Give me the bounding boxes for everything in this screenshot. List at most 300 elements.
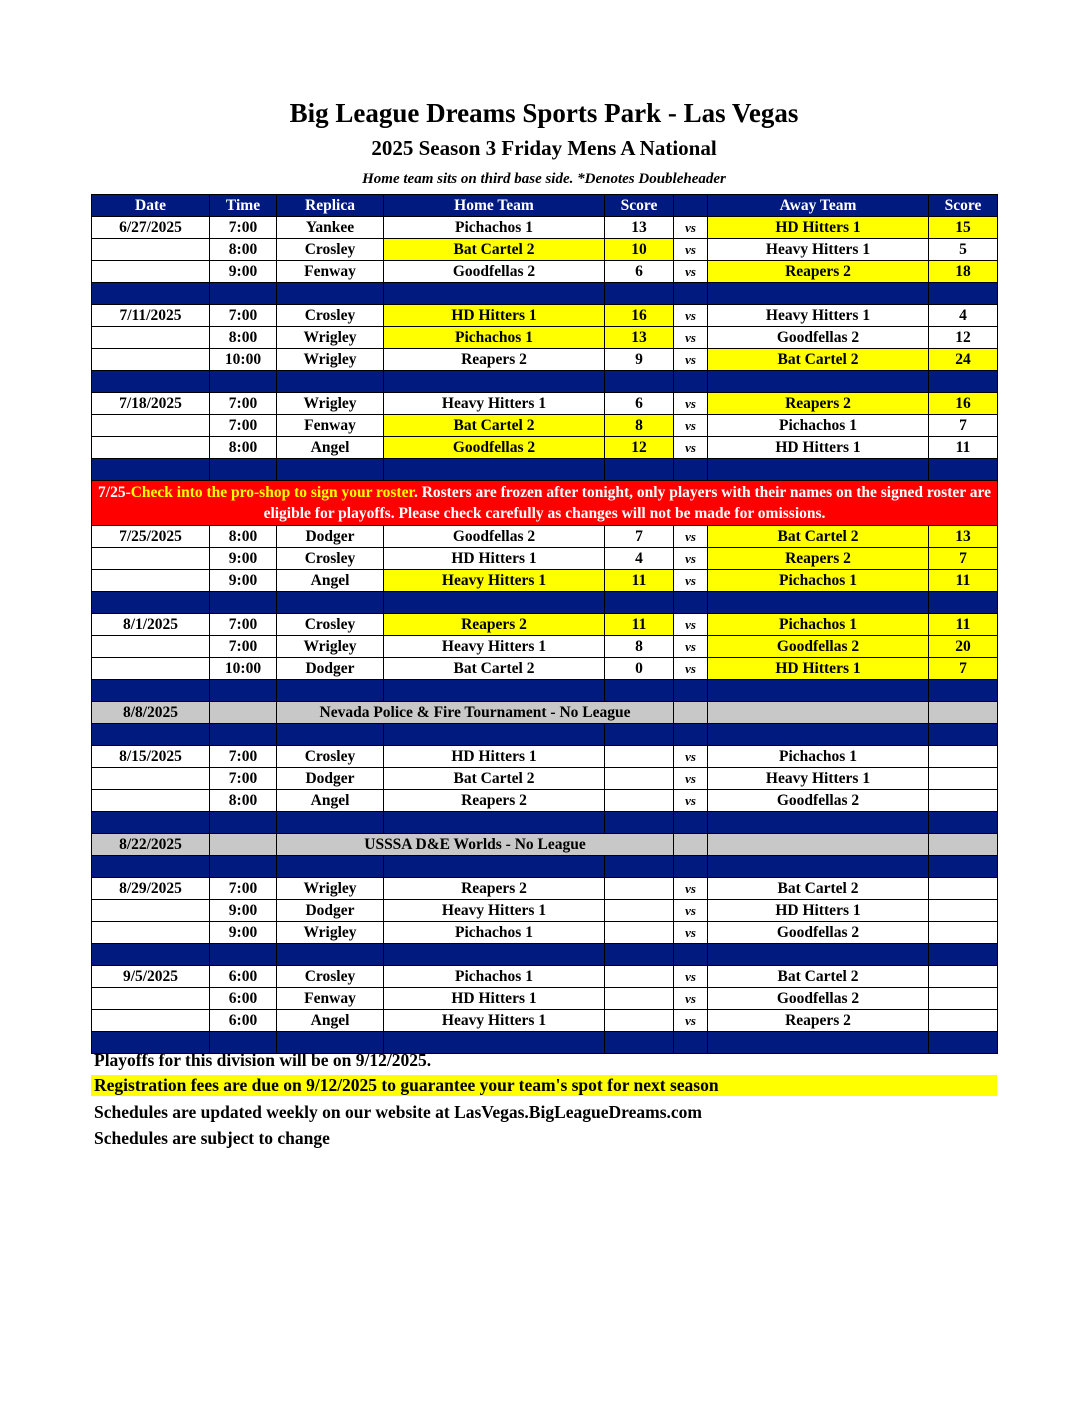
game-vs: vs: [674, 636, 708, 658]
game-date: [92, 1010, 210, 1032]
game-date: [92, 790, 210, 812]
away-score: 11: [929, 614, 998, 636]
home-team: Pichachos 1: [384, 922, 605, 944]
away-score: [929, 922, 998, 944]
col-vs: [674, 195, 708, 217]
game-row: [92, 636, 998, 658]
home-team: Goodfellas 2: [384, 437, 605, 459]
game-row: [92, 878, 998, 900]
game-time: 9:00: [210, 548, 277, 570]
playoffs-note: Playoffs for this division will be on 9/12/2025.: [94, 1050, 432, 1070]
game-time: 9:00: [210, 922, 277, 944]
separator-cell: [277, 944, 384, 966]
away-team: Bat Cartel 2: [708, 966, 929, 988]
separator-cell: [210, 459, 277, 481]
home-score: 16: [605, 305, 674, 327]
separator-cell: [277, 592, 384, 614]
game-row: [92, 261, 998, 283]
home-score: [605, 768, 674, 790]
game-vs: vs: [674, 393, 708, 415]
home-team: Bat Cartel 2: [384, 768, 605, 790]
game-row: [92, 239, 998, 261]
game-replica: Dodger: [277, 900, 384, 922]
game-time: 9:00: [210, 900, 277, 922]
away-team: [708, 702, 929, 724]
away-score: 4: [929, 305, 998, 327]
game-time: 6:00: [210, 988, 277, 1010]
away-score: 7: [929, 548, 998, 570]
game-vs: vs: [674, 239, 708, 261]
notice-highlight: Check into the pro-shop to sign your roster: [130, 484, 414, 501]
game-replica: Wrigley: [277, 878, 384, 900]
home-team: Pichachos 1: [384, 966, 605, 988]
game-date: 8/22/2025: [92, 834, 210, 856]
game-replica: Crosley: [277, 548, 384, 570]
away-team: Bat Cartel 2: [708, 349, 929, 371]
game-vs: vs: [674, 261, 708, 283]
separator-cell: [210, 592, 277, 614]
away-score: 11: [929, 437, 998, 459]
separator-cell: [92, 459, 210, 481]
game-replica: Crosley: [277, 305, 384, 327]
separator-cell: [929, 459, 998, 481]
home-team: Bat Cartel 2: [384, 239, 605, 261]
game-row: [92, 966, 998, 988]
away-team: Reapers 2: [708, 393, 929, 415]
away-team: Goodfellas 2: [708, 790, 929, 812]
home-score: 8: [605, 636, 674, 658]
away-score: [929, 966, 998, 988]
separator-cell: [708, 856, 929, 878]
game-row: [92, 1010, 998, 1032]
separator-cell: [674, 459, 708, 481]
notice-text: . Rosters are frozen after tonight, only players with their names on the signed roster are eligible for playoffs. Please check carefully as changes will not be made for omissions.: [263, 484, 991, 522]
away-score: [929, 702, 998, 724]
game-date: 8/15/2025: [92, 746, 210, 768]
home-team: HD Hitters 1: [384, 305, 605, 327]
game-replica: Dodger: [277, 768, 384, 790]
separator-cell: [277, 371, 384, 393]
separator-cell: [929, 283, 998, 305]
home-team: Bat Cartel 2: [384, 415, 605, 437]
week-separator: [92, 944, 998, 966]
separator-cell: [674, 812, 708, 834]
game-vs: vs: [674, 900, 708, 922]
week-separator: [92, 371, 998, 393]
separator-cell: [384, 680, 605, 702]
separator-cell: [384, 371, 605, 393]
game-vs: vs: [674, 526, 708, 548]
game-date: 8/29/2025: [92, 878, 210, 900]
separator-cell: [674, 944, 708, 966]
game-vs: vs: [674, 217, 708, 239]
away-score: [929, 746, 998, 768]
game-time: [210, 834, 277, 856]
separator-cell: [708, 371, 929, 393]
game-time: 7:00: [210, 746, 277, 768]
game-time: 7:00: [210, 393, 277, 415]
home-team: Pichachos 1: [384, 327, 605, 349]
game-replica: Wrigley: [277, 393, 384, 415]
separator-cell: [605, 371, 674, 393]
week-separator: [92, 592, 998, 614]
home-score: [605, 1010, 674, 1032]
game-date: [92, 261, 210, 283]
game-row: [92, 217, 998, 239]
home-team: HD Hitters 1: [384, 548, 605, 570]
separator-cell: [384, 592, 605, 614]
game-replica: Dodger: [277, 658, 384, 680]
game-row: [92, 305, 998, 327]
away-score: 16: [929, 393, 998, 415]
game-replica: Angel: [277, 790, 384, 812]
home-score: [605, 746, 674, 768]
page-title: Big League Dreams Sports Park - Las Vegas: [289, 98, 799, 128]
header-row: [92, 195, 998, 217]
home-score: 10: [605, 239, 674, 261]
separator-cell: [277, 812, 384, 834]
website-note: Schedules are updated weekly on our website at LasVegas.BigLeagueDreams.com: [94, 1102, 702, 1122]
game-date: [92, 570, 210, 592]
separator-cell: [929, 856, 998, 878]
game-replica: Fenway: [277, 261, 384, 283]
home-score: 8: [605, 415, 674, 437]
home-team: Pichachos 1: [384, 217, 605, 239]
separator-cell: [277, 283, 384, 305]
separator-cell: [92, 680, 210, 702]
home-team: Goodfellas 2: [384, 526, 605, 548]
separator-cell: [277, 680, 384, 702]
game-vs: vs: [674, 1010, 708, 1032]
game-vs: vs: [674, 768, 708, 790]
game-row: [92, 746, 998, 768]
away-score: 18: [929, 261, 998, 283]
away-team: Heavy Hitters 1: [708, 305, 929, 327]
home-score: [605, 988, 674, 1010]
away-team: Goodfellas 2: [708, 988, 929, 1010]
away-team: Pichachos 1: [708, 570, 929, 592]
game-row: [92, 988, 998, 1010]
col-home-team: Home Team: [384, 195, 605, 217]
separator-cell: [605, 680, 674, 702]
game-time: 7:00: [210, 305, 277, 327]
away-team: Goodfellas 2: [708, 922, 929, 944]
game-time: 9:00: [210, 570, 277, 592]
away-team: HD Hitters 1: [708, 900, 929, 922]
separator-cell: [708, 680, 929, 702]
week-separator: [92, 680, 998, 702]
separator-cell: [929, 944, 998, 966]
week-separator: [92, 459, 998, 481]
game-date: [92, 658, 210, 680]
separator-cell: [929, 592, 998, 614]
week-separator: [92, 724, 998, 746]
col-date: Date: [92, 195, 210, 217]
separator-cell: [674, 371, 708, 393]
game-date: 6/27/2025: [92, 217, 210, 239]
separator-cell: [210, 812, 277, 834]
game-time: 8:00: [210, 239, 277, 261]
separator-cell: [210, 283, 277, 305]
separator-cell: [605, 944, 674, 966]
separator-cell: [605, 856, 674, 878]
game-time: 7:00: [210, 878, 277, 900]
home-score: 4: [605, 548, 674, 570]
game-vs: vs: [674, 305, 708, 327]
separator-cell: [384, 283, 605, 305]
home-team: Reapers 2: [384, 614, 605, 636]
separator-cell: [92, 944, 210, 966]
game-row: [92, 900, 998, 922]
game-vs: vs: [674, 988, 708, 1010]
separator-cell: [708, 812, 929, 834]
away-team: HD Hitters 1: [708, 217, 929, 239]
away-score: 5: [929, 239, 998, 261]
separator-cell: [92, 724, 210, 746]
home-team-note: Home team sits on third base side. *Denotes Doubleheader: [362, 171, 726, 187]
separator-cell: [92, 812, 210, 834]
game-vs: [674, 702, 708, 724]
roster-notice: [92, 481, 998, 526]
home-score: 7: [605, 526, 674, 548]
home-team: Heavy Hitters 1: [384, 393, 605, 415]
separator-cell: [92, 592, 210, 614]
separator-cell: [708, 459, 929, 481]
away-score: 7: [929, 415, 998, 437]
game-date: [92, 988, 210, 1010]
away-team: Pichachos 1: [708, 415, 929, 437]
game-date: [92, 415, 210, 437]
game-replica: Crosley: [277, 614, 384, 636]
game-vs: [674, 834, 708, 856]
away-score: 7: [929, 658, 998, 680]
game-vs: vs: [674, 966, 708, 988]
game-time: [210, 702, 277, 724]
separator-cell: [929, 812, 998, 834]
away-score: [929, 768, 998, 790]
game-time: 7:00: [210, 636, 277, 658]
game-vs: vs: [674, 878, 708, 900]
game-vs: vs: [674, 790, 708, 812]
separator-cell: [210, 856, 277, 878]
game-row: [92, 327, 998, 349]
game-date: [92, 437, 210, 459]
game-replica: Fenway: [277, 988, 384, 1010]
separator-cell: [384, 856, 605, 878]
game-date: [92, 922, 210, 944]
game-replica: Wrigley: [277, 922, 384, 944]
home-score: 9: [605, 349, 674, 371]
game-replica: Wrigley: [277, 636, 384, 658]
game-vs: vs: [674, 922, 708, 944]
home-score: 6: [605, 261, 674, 283]
game-time: 6:00: [210, 966, 277, 988]
home-score: 12: [605, 437, 674, 459]
game-date: [92, 768, 210, 790]
separator-cell: [92, 371, 210, 393]
home-team: Goodfellas 2: [384, 261, 605, 283]
game-row: [92, 393, 998, 415]
game-time: 7:00: [210, 768, 277, 790]
away-score: 24: [929, 349, 998, 371]
separator-cell: [929, 371, 998, 393]
home-team: Reapers 2: [384, 790, 605, 812]
away-score: 12: [929, 327, 998, 349]
game-date: 9/5/2025: [92, 966, 210, 988]
separator-cell: [708, 724, 929, 746]
home-score: [605, 790, 674, 812]
home-score: 11: [605, 614, 674, 636]
game-row: [92, 570, 998, 592]
separator-cell: [92, 856, 210, 878]
home-score: 6: [605, 393, 674, 415]
game-replica: Angel: [277, 570, 384, 592]
away-team: HD Hitters 1: [708, 437, 929, 459]
home-team: Reapers 2: [384, 349, 605, 371]
home-team: Reapers 2: [384, 878, 605, 900]
away-team: Pichachos 1: [708, 614, 929, 636]
game-row: [92, 768, 998, 790]
away-team: Goodfellas 2: [708, 327, 929, 349]
game-row: [92, 415, 998, 437]
separator-cell: [92, 283, 210, 305]
home-score: [605, 922, 674, 944]
game-vs: vs: [674, 349, 708, 371]
no-league-row: [92, 702, 998, 724]
home-score: 0: [605, 658, 674, 680]
game-replica: Wrigley: [277, 327, 384, 349]
game-date: 7/25/2025: [92, 526, 210, 548]
separator-cell: [277, 724, 384, 746]
game-vs: vs: [674, 570, 708, 592]
home-team: Heavy Hitters 1: [384, 570, 605, 592]
away-team: Pichachos 1: [708, 746, 929, 768]
notice-prefix: 7/25-: [98, 484, 131, 501]
home-team: Heavy Hitters 1: [384, 900, 605, 922]
separator-cell: [605, 812, 674, 834]
change-note: Schedules are subject to change: [94, 1128, 330, 1148]
col-away-score: Score: [929, 195, 998, 217]
game-vs: vs: [674, 658, 708, 680]
home-score: 13: [605, 217, 674, 239]
away-score: [929, 1010, 998, 1032]
separator-cell: [384, 944, 605, 966]
game-row: [92, 658, 998, 680]
game-replica: Crosley: [277, 239, 384, 261]
col-home-score: Score: [605, 195, 674, 217]
week-separator: [92, 856, 998, 878]
away-team: Bat Cartel 2: [708, 526, 929, 548]
separator-cell: [384, 459, 605, 481]
away-score: [929, 900, 998, 922]
away-score: [929, 988, 998, 1010]
separator-cell: [277, 459, 384, 481]
col-away-team: Away Team: [708, 195, 929, 217]
separator-cell: [210, 680, 277, 702]
away-score: 20: [929, 636, 998, 658]
game-time: 10:00: [210, 658, 277, 680]
separator-cell: [674, 856, 708, 878]
schedule-table: [91, 194, 998, 1054]
separator-cell: [674, 724, 708, 746]
col-time: Time: [210, 195, 277, 217]
game-replica: Crosley: [277, 746, 384, 768]
game-vs: vs: [674, 746, 708, 768]
away-score: [929, 878, 998, 900]
separator-cell: [210, 724, 277, 746]
game-row: [92, 548, 998, 570]
home-team: HD Hitters 1: [384, 746, 605, 768]
game-replica: Fenway: [277, 415, 384, 437]
game-vs: vs: [674, 327, 708, 349]
game-date: [92, 239, 210, 261]
separator-cell: [605, 283, 674, 305]
game-date: 7/11/2025: [92, 305, 210, 327]
separator-cell: [605, 724, 674, 746]
separator-cell: [708, 944, 929, 966]
game-row: [92, 526, 998, 548]
away-team: Goodfellas 2: [708, 636, 929, 658]
game-time: 9:00: [210, 261, 277, 283]
separator-cell: [605, 592, 674, 614]
away-team: Reapers 2: [708, 261, 929, 283]
away-score: 11: [929, 570, 998, 592]
registration-note: Registration fees are due on 9/12/2025 to guarantee your team's spot for next season: [91, 1075, 997, 1096]
game-row: [92, 437, 998, 459]
roster-notice-row: [92, 481, 998, 526]
game-time: 7:00: [210, 217, 277, 239]
game-time: 8:00: [210, 526, 277, 548]
game-time: 6:00: [210, 1010, 277, 1032]
separator-cell: [929, 724, 998, 746]
game-time: 8:00: [210, 437, 277, 459]
game-time: 8:00: [210, 327, 277, 349]
game-row: [92, 614, 998, 636]
separator-cell: [210, 944, 277, 966]
home-team: HD Hitters 1: [384, 988, 605, 1010]
week-separator: [92, 812, 998, 834]
game-date: [92, 327, 210, 349]
away-score: [929, 834, 998, 856]
game-row: [92, 922, 998, 944]
game-time: 7:00: [210, 614, 277, 636]
away-team: Reapers 2: [708, 548, 929, 570]
away-team: [708, 834, 929, 856]
game-date: [92, 548, 210, 570]
away-team: HD Hitters 1: [708, 658, 929, 680]
game-date: [92, 636, 210, 658]
col-replica: Replica: [277, 195, 384, 217]
game-replica: Angel: [277, 1010, 384, 1032]
separator-cell: [708, 592, 929, 614]
home-score: 11: [605, 570, 674, 592]
separator-cell: [210, 371, 277, 393]
away-team: Heavy Hitters 1: [708, 239, 929, 261]
game-vs: vs: [674, 437, 708, 459]
no-league-row: [92, 834, 998, 856]
game-vs: vs: [674, 548, 708, 570]
no-league-message: Nevada Police & Fire Tournament - No League: [277, 702, 674, 724]
home-score: [605, 966, 674, 988]
game-time: 10:00: [210, 349, 277, 371]
home-score: 13: [605, 327, 674, 349]
home-score: [605, 900, 674, 922]
separator-cell: [674, 680, 708, 702]
separator-cell: [384, 812, 605, 834]
game-replica: Wrigley: [277, 349, 384, 371]
game-replica: Angel: [277, 437, 384, 459]
schedule-body: [92, 217, 998, 1054]
